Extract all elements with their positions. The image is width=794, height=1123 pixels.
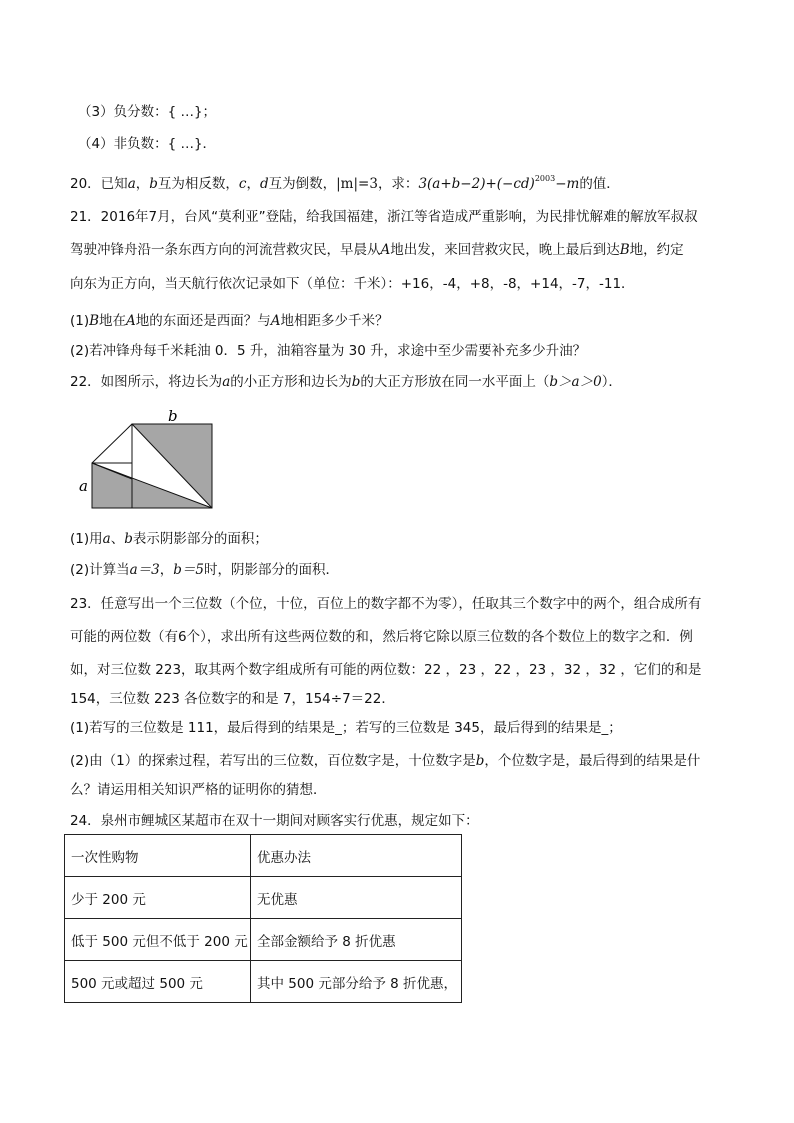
table-row [65, 961, 462, 1003]
q24-text: 24．泉州市鲤城区某超市在双十一期间对顾客实行优惠，规定如下： [70, 813, 479, 829]
q21-sub-2: (2)若冲锋舟每千米耗油 0．5 升，油箱容量为 30 升，求途中至少需要补充多少升油？ [70, 343, 587, 359]
q21-line-3: 向东为正方向，当天航行依次记录如下（单位：千米）：+16，-4，+8，-8，+14，-7，-11． [70, 276, 635, 292]
q23-line-2: 可能的两位数（有6个），求出所有这些两位数的和，然后将它除以原三位数的各个数位上的数字之和．例 [70, 629, 693, 645]
q23-sub-3: 么？请运用相关知识严格的证明你的猜想． [70, 782, 327, 798]
q22-text: 22．如图所示，将边长为a的小正方形和边长为b的大正方形放在同一水平面上（b＞a＞0）． [70, 374, 622, 390]
q19-item-4: （4）非负数：{ …}． [78, 136, 217, 152]
table-cell: 500 元或超过 500 元 [65, 961, 251, 1003]
q23-line-4: 154，三位数 223 各位数字的和是 7，154÷7＝22． [70, 691, 395, 707]
q19-item-3: （3）负分数：{ …}； [78, 104, 217, 120]
table-row [65, 919, 462, 961]
line-topleft-to-smalltop [92, 424, 132, 463]
promo-table [64, 834, 462, 1003]
q20-abs-condition: |m|=3 [336, 176, 378, 192]
table-cell: 其中 500 元部分给予 8 折优惠， [251, 961, 462, 1003]
q23-sub-2: (2)由（1）的探索过程，若写出的三位数，百位数字是，十位数字是b，个位数字是，最后得到的结果是什 [70, 753, 701, 769]
table-cell: 一次性购物 [65, 835, 251, 877]
q23-line-3: 如，对三位数 223，取其两个数字组成所有可能的两位数：22 ，23 ，22 ，23 ，32 ，32 ，它们的和是 [70, 662, 702, 678]
table-row [65, 877, 462, 919]
q22-sub-1: (1)用a、b表示阴影部分的面积； [70, 531, 268, 547]
q20-expression: 3(a+b−2)+(−cd) [418, 176, 535, 192]
label-b: b [168, 407, 178, 425]
q21-line-2: 驾驶冲锋舟沿一条东西方向的河流营救灾民，早晨从A地出发，来回营救灾民，晚上最后到达B地，约定 [70, 242, 684, 258]
q23-line-1: 23．任意写出一个三位数（个位，十位，百位上的数字都不为零），任取其三个数字中的两个，组合成所有 [70, 596, 702, 612]
squares-figure [78, 407, 218, 511]
q23-sub-1: (1)若写的三位数是 111，最后得到的结果是_；若写的三位数是 345，最后得到的结果是_； [70, 720, 622, 736]
table-cell: 优惠办法 [251, 835, 462, 877]
table-cell: 全部金额给予 8 折优惠 [251, 919, 462, 961]
table-cell: 无优惠 [251, 877, 462, 919]
q20-text: 20．已知a，b互为相反数，c，d互为倒数，|m|=3，求：$3(a+b-2)+(-cd)^{2003}-m$的值． [70, 174, 620, 192]
table-cell: 少于 200 元 [65, 877, 251, 919]
q21-sub-1: (1)B地在A地的东面还是西面？与A地相距多少千米？ [70, 313, 389, 329]
label-a: a [79, 477, 88, 495]
table-cell: 低于 500 元但不低于 200 元 [65, 919, 251, 961]
table-row [65, 835, 462, 877]
q22-sub-2: (2)计算当a＝3，b＝5时，阴影部分的面积． [70, 562, 339, 578]
q21-line-1: 21．2016年7月，台风“莫利亚”登陆，给我国福建，浙江等省造成严重影响，为民排忧解难的解放军叔叔 [70, 209, 698, 225]
